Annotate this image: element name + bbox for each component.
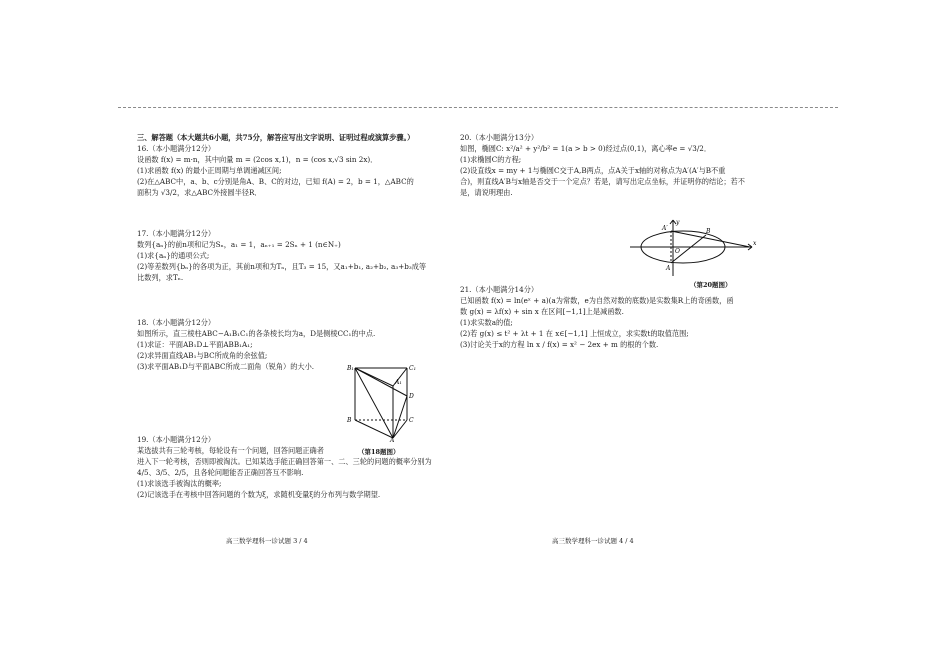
q18-line: 如图所示，直三棱柱ABC−A₁B₁C₁的各条棱长均为a，D是侧棱CC₁的中点. [137, 329, 376, 338]
q17-line: 数列{aₙ}的前n项和记为Sₙ，a₁ = 1，aₙ₊₁ = 2Sₙ + 1 (n∈N₊) [137, 240, 341, 249]
q21-line: (3)讨论关于x的方程 ln x / f(x) = x² − 2ex + m 的根的个数. [460, 340, 659, 349]
q17-line: (2)等差数列{bₙ}的各项为正，其前n项和为Tₙ，且T₃ = 15，又a₁+b₁, a₂+b₂, a₃+b₃成等 [137, 262, 427, 271]
q18-line: (3)求平面AB₁D与平面ABC所成二面角（锐角）的大小. [137, 362, 315, 371]
question-21 [460, 284, 760, 350]
q20-line: 是，请说明理由. [460, 188, 513, 197]
q19-line: 进入下一轮考核，否则即被淘汰。已知某选手能正确回答第一、二、三轮的问题的概率分别为 [137, 457, 432, 466]
question-20 [460, 132, 760, 198]
page-divider [118, 107, 838, 108]
q19-line: 4/5、3/5、2/5，且各轮问题能否正确回答互不影响. [137, 468, 304, 477]
q21-line: (1)求实数a的值; [460, 318, 513, 327]
footer-right: 高三数学理科一诊试题 4 / 4 [552, 537, 634, 545]
q17-line: 17.（本小题满分12分） [137, 229, 216, 238]
question-16 [137, 143, 437, 198]
q21-line: 数 g(x) = λf(x) + sin x 在区间[−1,1]上是减函数. [460, 307, 624, 316]
q20-line: (2)设直线x = my + 1与椭圆C交于A,B两点，点A关于x轴的对称点为A′(A′与B不重 [460, 166, 726, 175]
label-c1: C₁ [409, 365, 416, 372]
q16-line: 面积为 √3/2，求△ABC外接圆半径R． [137, 188, 262, 197]
question-19 [137, 434, 437, 500]
q21-line: 21.（本小题满分14分） [460, 285, 539, 294]
q19-line: 19.（本小题满分12分） [137, 435, 216, 444]
figure-20-caption: （第20题图） [690, 281, 732, 289]
q18-line: 18.（本小题满分12分） [137, 318, 216, 327]
label-b: B [347, 417, 352, 424]
q18-line: (2)求异面直线AB₁与BC所成角的余弦值; [137, 351, 268, 360]
q18-line: (1)求证：平面AB₁D⊥平面ABB₁A₁; [137, 340, 253, 349]
label-x: x [753, 240, 757, 247]
q17-line: (1)求{aₙ}的通项公式; [137, 251, 210, 260]
label-a: A [666, 265, 671, 272]
footer-left: 高三数学理科一诊试题 3 / 4 [226, 537, 308, 545]
q20-line: (1)求椭圆C的方程; [460, 155, 522, 164]
q21-line: 已知函数 f(x) = ln(eˣ + a)(a为常数，e为自然对数的底数)是实数集R上的奇函数，函 [460, 296, 734, 305]
label-o: O [675, 248, 680, 255]
q21-line: (2)若 g(x) ≤ t² + λt + 1 在 x∈[−1,1] 上恒成立，求实数t的取值范围; [460, 329, 689, 338]
label-b1: B₁ [347, 365, 354, 372]
q20-line: 合)，则直线A′B与x轴是否交于一个定点？若是，请写出定点坐标，并证明你的结论；若不 [460, 177, 745, 186]
figure-20-ellipse [628, 218, 758, 278]
label-c: C [409, 417, 414, 424]
q19-line: (2)记该选手在考核中回答问题的个数为ξ，求随机变量ξ的分布列与数学期望. [137, 490, 381, 499]
label-aprime: A′ [662, 225, 668, 232]
q16-line: 设函数 f(x) = m·n，其中向量 m = (2cos x,1)，n = (cos x,√3 sin 2x)． [137, 155, 378, 164]
q20-line: 20.（本小题满分13分） [460, 133, 539, 142]
section-heading: 三、解答题（本大题共6小题，共75分，解答应写出文字说明、证明过程或演算步骤。） [137, 133, 415, 142]
label-b: B [706, 228, 711, 235]
q19-line: (1)求该选手被淘汰的概率; [137, 479, 222, 488]
q19-line: 某选拔共有三轮考核，每轮设有一个问题，回答问题正确者 [137, 446, 324, 455]
label-y: y [676, 219, 680, 226]
question-17 [137, 228, 437, 283]
q16-line: (2)在△ABC中，a、b、c分别是角A、B、C的对边，已知 f(A) = 2，b = 1，△ABC的 [137, 177, 414, 186]
label-a1: A₁ [395, 379, 402, 386]
label-a: A [390, 437, 395, 442]
figure-18-prism [345, 362, 425, 442]
q16-line: (1)求函数 f(x) 的最小正周期与单调递减区间; [137, 166, 282, 175]
q16-line: 16.（本小题满分12分） [137, 144, 216, 153]
q17-line: 比数列，求Tₙ. [137, 273, 184, 282]
label-d: D [409, 393, 414, 400]
left-column [137, 132, 437, 500]
figure-18-caption: （第18题图） [358, 448, 400, 456]
q20-line: 如图，椭圆C: x²/a² + y²/b² = 1(a > b > 0)经过点(0,1)，离心率e = √3/2． [460, 144, 712, 153]
